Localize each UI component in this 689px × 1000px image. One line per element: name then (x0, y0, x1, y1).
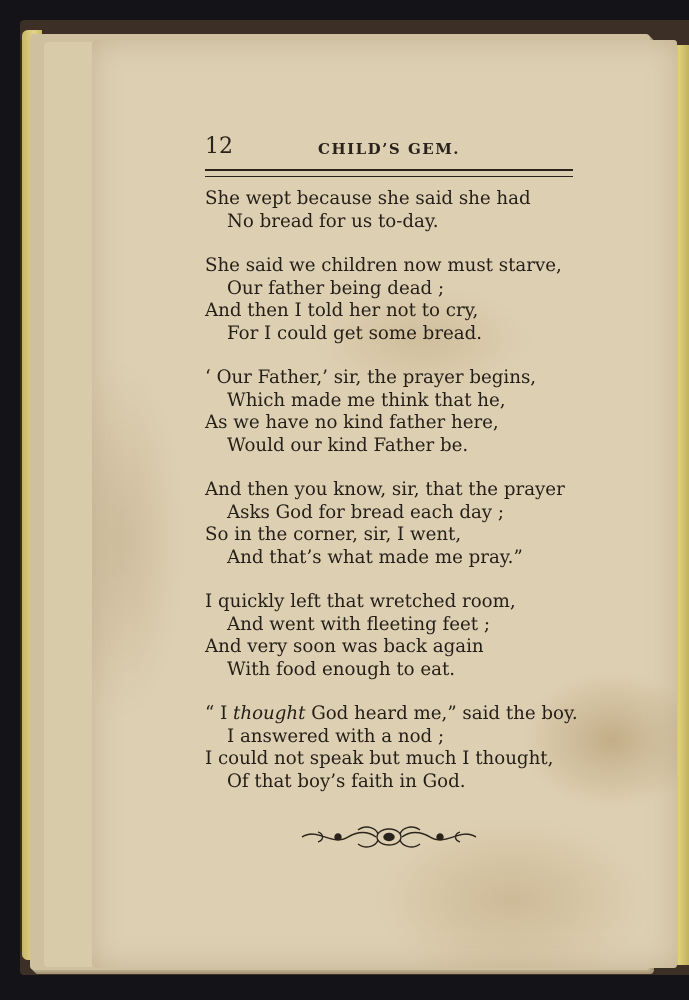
page-number: 12 (205, 134, 233, 159)
stanza-1 (205, 188, 595, 233)
poem-line: She wept because she said she had (205, 188, 531, 209)
poem-line: Of that boy’s faith in God. (227, 770, 466, 792)
poem-line: And then I told her not to cry, (205, 300, 479, 321)
poem-line: And then you know, sir, that the prayer (205, 479, 565, 500)
poem-line: I answered with a nod ; (227, 725, 445, 747)
poem-line-part: God heard me,” said the boy. (305, 703, 578, 724)
poem-line (205, 703, 595, 726)
stanza-3 (205, 367, 595, 457)
poem-line: She said we children now must starve, (205, 255, 562, 276)
poem-line: I quickly left that wretched room, (205, 591, 516, 612)
poem-line: With food enough to eat. (227, 658, 456, 680)
poem (205, 188, 595, 815)
poem-line-part: “ I (205, 703, 234, 724)
stanza-2 (205, 255, 595, 345)
poem-line: As we have no kind father here, (205, 412, 499, 433)
header-rule (205, 169, 573, 177)
poem-line: Which made me think that he, (227, 389, 506, 411)
poem-line: ‘ Our Father,’ sir, the prayer begins, (205, 367, 537, 388)
running-title: CHILD’S GEM. (318, 140, 461, 158)
fleuron-ornament-icon (298, 822, 480, 852)
stanza-5 (205, 591, 595, 681)
poem-line: I could not speak but much I thought, (205, 748, 554, 769)
poem-line: For I could get some bread. (227, 322, 483, 344)
page-header (205, 134, 575, 164)
stanza-4 (205, 479, 595, 569)
poem-line: So in the corner, sir, I went, (205, 524, 462, 545)
poem-line: Would our kind Father be. (227, 434, 469, 456)
poem-line: Our father being dead ; (227, 277, 445, 299)
emphasis-word: thought (233, 703, 306, 724)
poem-line: And that’s what made me pray.” (227, 546, 523, 568)
poem-line: And very soon was back again (205, 636, 484, 657)
poem-line: Asks God for bread each day ; (227, 501, 504, 523)
poem-line: No bread for us to-day. (227, 210, 439, 232)
stanza-6 (205, 703, 595, 793)
poem-line: And went with fleeting feet ; (227, 613, 490, 635)
